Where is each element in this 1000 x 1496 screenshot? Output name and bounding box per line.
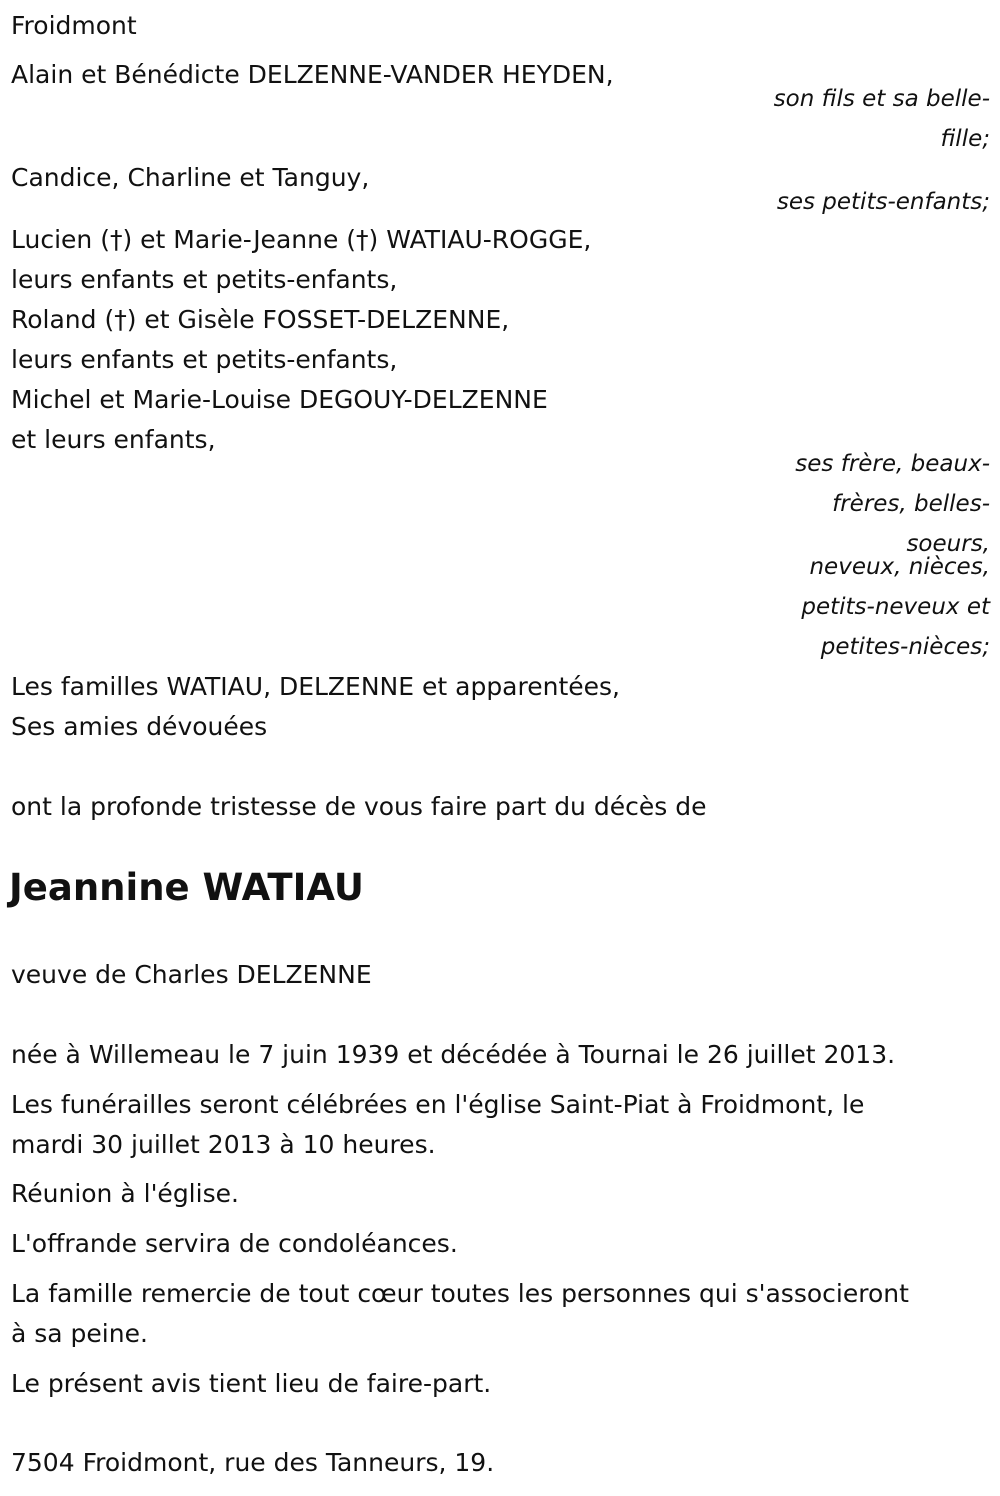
birth-death-line: née à Willemeau le 7 juin 1939 et décédée à Tournai le 26 juillet 2013. <box>11 1040 896 1069</box>
notice-line: Le présent avis tient lieu de faire-part. <box>11 1369 492 1398</box>
widow-of-line: veuve de Charles DELZENNE <box>11 960 372 989</box>
son-line: Alain et Bénédicte DELZENNE-VANDER HEYDEN, <box>11 60 614 89</box>
sibling-line: leurs enfants et petits-enfants, <box>11 265 398 294</box>
siblings-relation-line: petits-neveux et <box>801 594 990 620</box>
siblings-relation-line: soeurs, <box>906 531 990 557</box>
address-line: 7504 Froidmont, rue des Tanneurs, 19. <box>11 1448 495 1477</box>
sibling-line: Michel et Marie-Louise DEGOUY-DELZENNE <box>11 385 548 414</box>
meeting-line: Réunion à l'église. <box>11 1179 239 1208</box>
grandchildren-line: Candice, Charline et Tanguy, <box>11 163 370 192</box>
son-relation-line-1: son fils et sa belle- <box>773 86 990 112</box>
thanks-line-2: à sa peine. <box>11 1319 148 1348</box>
families-line: Les familles WATIAU, DELZENNE et apparentées, <box>11 672 620 701</box>
siblings-relation-line: ses frère, beaux- <box>795 451 990 477</box>
grandchildren-relation: ses petits-enfants; <box>776 189 990 215</box>
place-heading: Froidmont <box>11 11 137 40</box>
offering-line: L'offrande servira de condoléances. <box>11 1229 458 1258</box>
funeral-line-1: Les funérailles seront célébrées en l'église Saint-Piat à Froidmont, le <box>11 1090 865 1119</box>
sibling-line: leurs enfants et petits-enfants, <box>11 345 398 374</box>
sibling-line: et leurs enfants, <box>11 425 216 454</box>
sibling-line: Lucien (†) et Marie-Jeanne (†) WATIAU-ROGGE, <box>11 225 592 254</box>
siblings-relation-line: neveux, nièces, <box>809 554 990 580</box>
deceased-name: Jeannine WATIAU <box>9 866 364 909</box>
announcement-intro: ont la profonde tristesse de vous faire part du décès de <box>11 792 707 821</box>
funeral-line-2: mardi 30 juillet 2013 à 10 heures. <box>11 1130 436 1159</box>
siblings-relation-line: frères, belles- <box>832 491 990 517</box>
thanks-line-1: La famille remercie de tout cœur toutes les personnes qui s'associeront <box>11 1279 909 1308</box>
friends-line: Ses amies dévouées <box>11 712 268 741</box>
sibling-line: Roland (†) et Gisèle FOSSET-DELZENNE, <box>11 305 510 334</box>
son-relation-line-2: fille; <box>940 126 990 152</box>
siblings-relation-line: petites-nièces; <box>820 634 990 660</box>
